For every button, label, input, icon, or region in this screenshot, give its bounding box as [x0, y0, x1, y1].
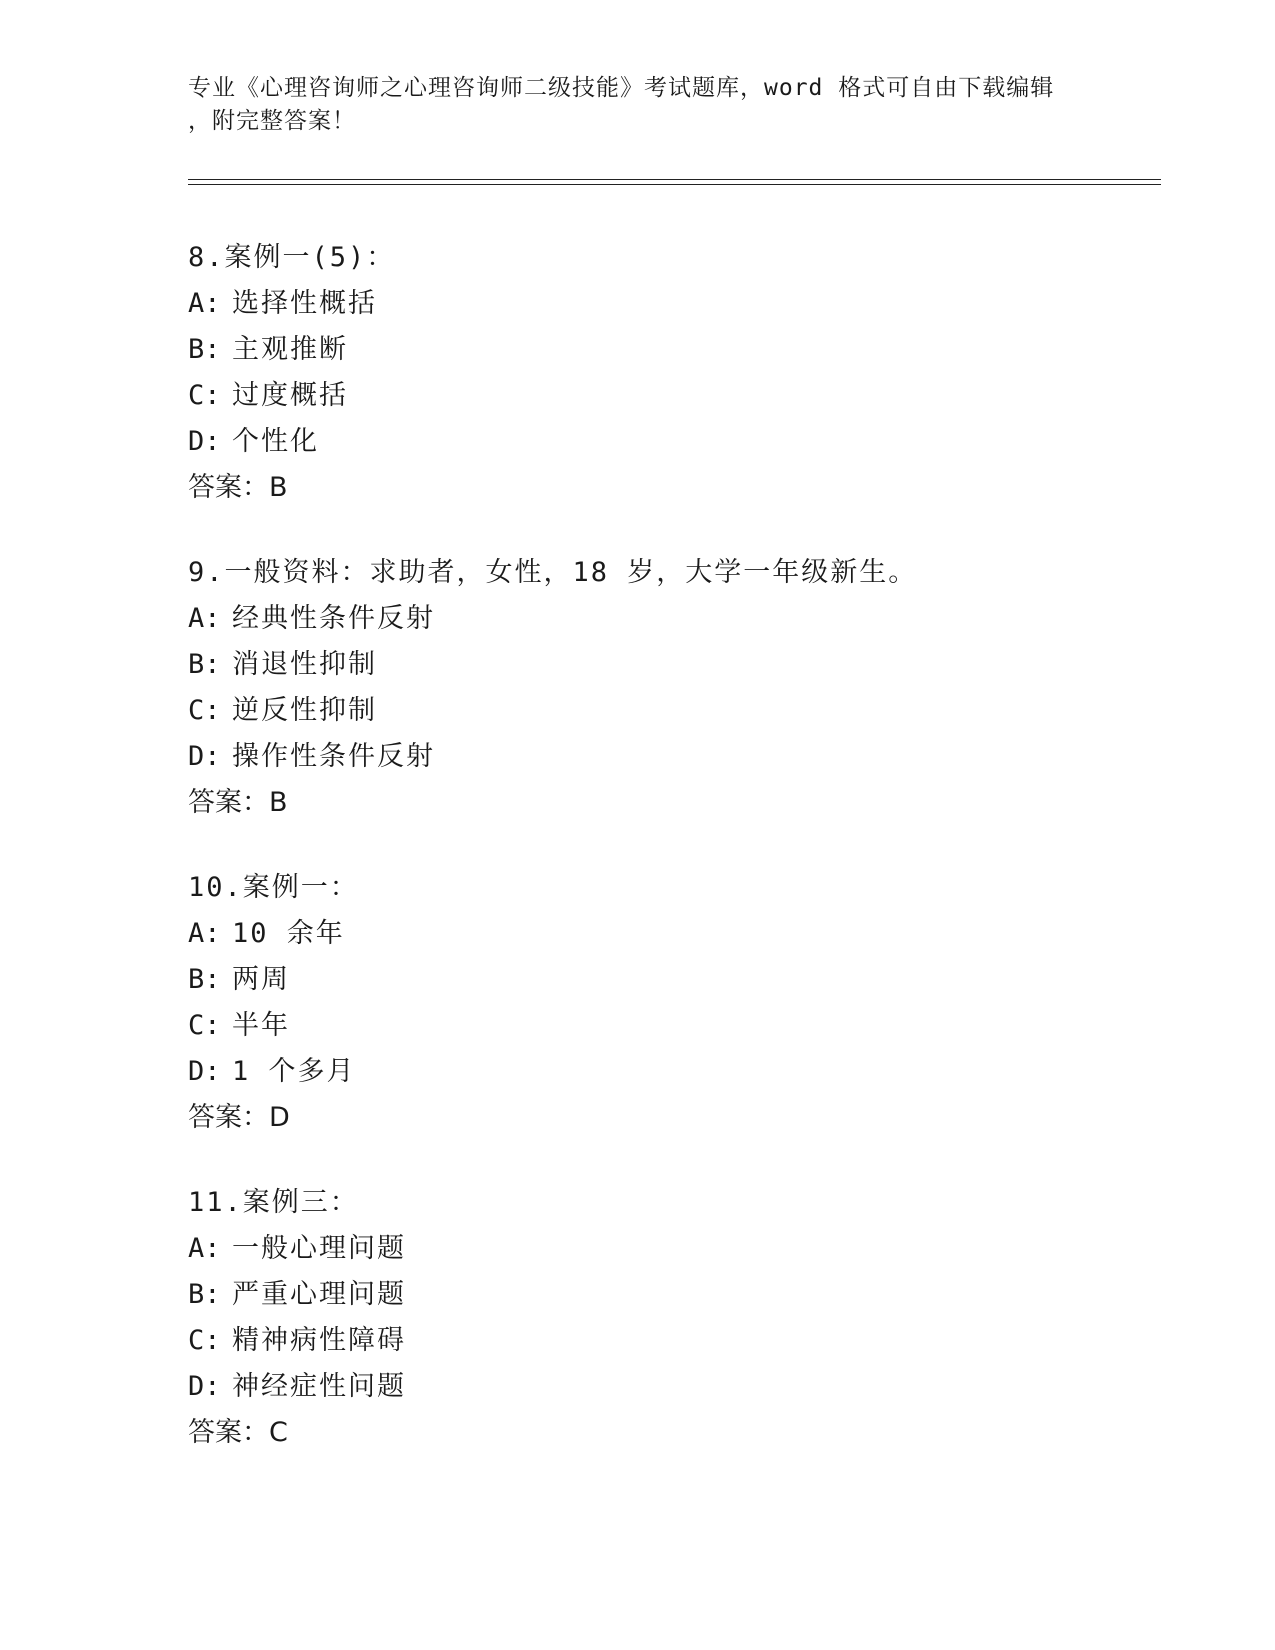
- option-text: 逆反性抑制: [232, 695, 377, 726]
- option-letter: A:: [188, 918, 221, 949]
- option-text: 主观推断: [232, 334, 348, 365]
- header-line-2: ，附完整答案！: [188, 108, 356, 134]
- question-list: [188, 235, 1168, 1495]
- answer: 答案：B: [188, 472, 288, 503]
- question-title: 10.案例一：: [188, 872, 359, 903]
- option-letter: A:: [188, 288, 221, 319]
- option-a: [188, 1226, 1168, 1272]
- option-a: [188, 596, 1168, 642]
- question-title: 11.案例三：: [188, 1187, 359, 1218]
- option-letter: D:: [188, 1056, 221, 1087]
- question-8: [188, 235, 1168, 511]
- option-text: 操作性条件反射: [232, 741, 435, 772]
- option-c: [188, 1003, 1168, 1049]
- option-b: [188, 642, 1168, 688]
- option-d: [188, 734, 1168, 780]
- question-9: [188, 550, 1168, 826]
- question-title: 9.一般资料：求助者，女性，18 岁，大学一年级新生。: [188, 557, 918, 588]
- option-letter: B:: [188, 334, 221, 365]
- option-letter: C:: [188, 695, 221, 726]
- option-text: 个性化: [232, 426, 319, 457]
- option-d: [188, 419, 1168, 465]
- header-divider-bottom: [188, 184, 1161, 185]
- option-letter: B:: [188, 1279, 221, 1310]
- option-c: [188, 373, 1168, 419]
- option-letter: D:: [188, 1371, 221, 1402]
- option-letter: A:: [188, 603, 221, 634]
- option-letter: D:: [188, 426, 221, 457]
- option-a: [188, 911, 1168, 957]
- option-text: 10 余年: [232, 918, 345, 949]
- document-header: [188, 72, 1088, 138]
- option-text: 1 个多月: [232, 1056, 356, 1087]
- option-c: [188, 688, 1168, 734]
- option-letter: A:: [188, 1233, 221, 1264]
- option-text: 经典性条件反射: [232, 603, 435, 634]
- option-b: [188, 1272, 1168, 1318]
- option-letter: B:: [188, 964, 221, 995]
- option-text: 一般心理问题: [232, 1233, 406, 1264]
- option-text: 精神病性障碍: [232, 1325, 406, 1356]
- answer: 答案：D: [188, 1102, 290, 1133]
- option-letter: D:: [188, 741, 221, 772]
- option-text: 过度概括: [232, 380, 348, 411]
- option-text: 严重心理问题: [232, 1279, 406, 1310]
- option-text: 消退性抑制: [232, 649, 377, 680]
- option-letter: C:: [188, 1325, 221, 1356]
- option-b: [188, 327, 1168, 373]
- option-text: 神经症性问题: [232, 1371, 406, 1402]
- option-letter: C:: [188, 1010, 221, 1041]
- question-11: [188, 1180, 1168, 1456]
- header-divider-top: [188, 179, 1161, 180]
- option-d: [188, 1049, 1168, 1095]
- option-text: 半年: [232, 1010, 290, 1041]
- option-a: [188, 281, 1168, 327]
- answer: 答案：B: [188, 787, 288, 818]
- option-d: [188, 1364, 1168, 1410]
- option-b: [188, 957, 1168, 1003]
- option-text: 选择性概括: [232, 288, 377, 319]
- option-text: 两周: [232, 964, 290, 995]
- option-c: [188, 1318, 1168, 1364]
- answer: 答案：C: [188, 1417, 288, 1448]
- question-10: [188, 865, 1168, 1141]
- question-title: 8.案例一(5)：: [188, 242, 396, 273]
- option-letter: B:: [188, 649, 221, 680]
- option-letter: C:: [188, 380, 221, 411]
- header-line-1: 专业《心理咨询师之心理咨询师二级技能》考试题库，word 格式可自由下载编辑: [188, 75, 1055, 101]
